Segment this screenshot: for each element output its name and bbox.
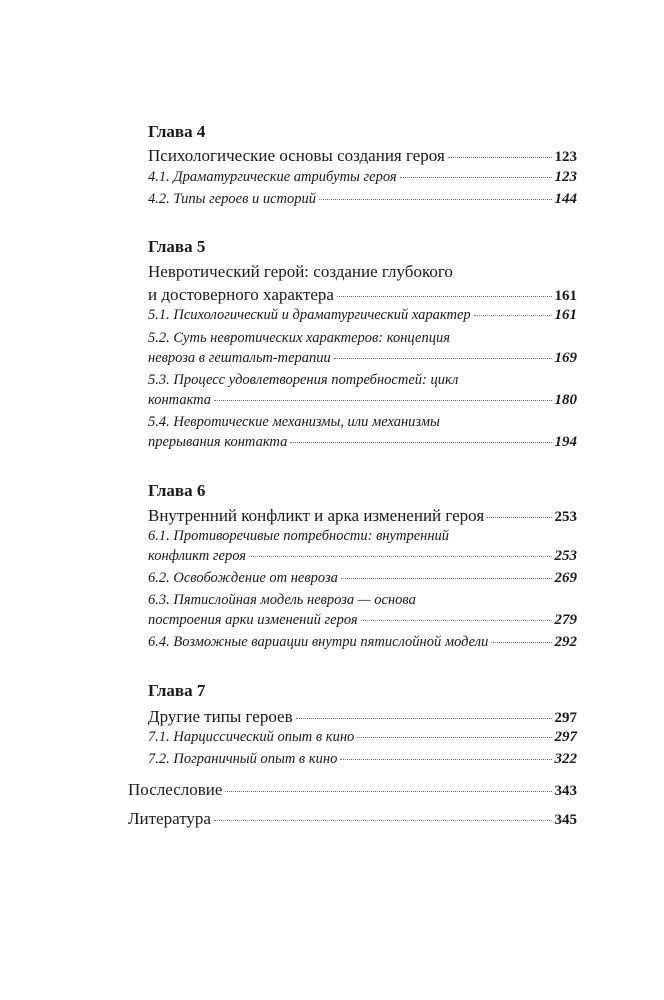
page-number: 343 <box>554 783 577 799</box>
page-number: 269 <box>554 570 577 586</box>
dot-leader <box>319 199 551 200</box>
entry-text: Послесловие <box>128 780 223 799</box>
page-number: 322 <box>554 751 577 767</box>
chapter-title-line <box>148 707 577 727</box>
page-number: 279 <box>554 612 577 628</box>
section-entry-line <box>148 307 577 324</box>
entry-text: конфликт героя <box>148 548 247 564</box>
chapter-title-line <box>148 285 577 305</box>
section-entry-line <box>148 729 577 746</box>
section-entry-line <box>148 191 577 208</box>
dot-leader <box>290 442 551 443</box>
section-entry-line <box>148 751 577 768</box>
dot-leader <box>340 759 551 760</box>
entry-text: 6.4. Возможные вариации внутри пятислойной модели <box>148 634 489 650</box>
dot-leader <box>491 642 551 643</box>
entry-text: 5.2. Суть невротических характеров: концепция <box>148 330 450 346</box>
page-number: 161 <box>554 288 577 304</box>
page-number: 297 <box>554 710 577 726</box>
page-number: 169 <box>554 350 577 366</box>
section-entry-line <box>148 350 577 367</box>
back-matter-entry <box>128 809 577 829</box>
page-number: 123 <box>554 149 577 165</box>
dot-leader <box>361 620 552 621</box>
page-number: 345 <box>554 812 577 828</box>
page-number: 144 <box>554 191 577 207</box>
dot-leader <box>225 791 551 792</box>
entry-text: 6.2. Освобождение от невроза <box>148 570 338 586</box>
page-number: 180 <box>554 392 577 408</box>
page-number: 253 <box>554 548 577 564</box>
section-entry-line <box>148 392 577 409</box>
chapter-heading: Глава 7 <box>148 681 206 700</box>
chapter-title-line <box>148 146 577 166</box>
entry-text: 7.2. Пограничный опыт в кино <box>148 751 338 767</box>
section-entry-line <box>148 330 577 347</box>
dot-leader <box>214 400 551 401</box>
entry-text: Литература <box>128 809 211 828</box>
section-entry-line <box>148 634 577 651</box>
entry-text: 6.3. Пятислойная модель невроза — основа <box>148 592 416 608</box>
section-entry-line <box>148 548 577 565</box>
entry-text: контакта <box>148 392 212 408</box>
dot-leader <box>214 820 552 821</box>
chapter-heading: Глава 5 <box>148 237 206 256</box>
entry-text: 5.1. Психологический и драматургический характер <box>148 307 471 323</box>
dot-leader <box>448 157 552 158</box>
page-number: 253 <box>554 509 577 525</box>
dot-leader <box>487 517 551 518</box>
entry-text: невроза в гештальт-терапии <box>148 350 331 366</box>
entry-text: Внутренний конфликт и арка изменений героя <box>148 506 485 525</box>
page-number: 123 <box>554 169 577 185</box>
entry-text: Психологические основы создания героя <box>148 146 445 165</box>
section-entry-line <box>148 169 577 186</box>
section-entry-line <box>148 434 577 451</box>
page-number: 194 <box>554 434 577 450</box>
chapter-title-line <box>148 262 577 282</box>
entry-text: 4.2. Типы героев и историй <box>148 191 317 207</box>
dot-leader <box>341 578 552 579</box>
entry-text: 6.1. Противоречивые потребности: внутренний <box>148 528 450 544</box>
section-entry-line <box>148 528 577 545</box>
dot-leader <box>474 315 552 316</box>
section-entry-line <box>148 592 577 609</box>
section-entry-line <box>148 570 577 587</box>
page-number: 297 <box>554 729 577 745</box>
dot-leader <box>334 358 552 359</box>
entry-text: и достоверного характера <box>148 285 334 304</box>
page-number: 292 <box>554 634 577 650</box>
page-number: 161 <box>554 307 577 323</box>
chapter-title-line <box>148 506 577 526</box>
back-matter-entry <box>128 780 577 800</box>
entry-text: 5.4. Невротические механизмы, или механизмы <box>148 414 440 430</box>
dot-leader <box>296 718 552 719</box>
chapter-heading: Глава 4 <box>148 122 206 141</box>
entry-text: 7.1. Нарциссический опыт в кино <box>148 729 355 745</box>
section-entry-line <box>148 414 577 431</box>
entry-text: прерывания контакта <box>148 434 288 450</box>
entry-text: Другие типы героев <box>148 707 293 726</box>
chapter-heading: Глава 6 <box>148 481 206 500</box>
entry-text: построения арки изменений героя <box>148 612 358 628</box>
dot-leader <box>249 556 551 557</box>
section-entry-line <box>148 612 577 629</box>
dot-leader <box>357 737 551 738</box>
dot-leader <box>400 177 552 178</box>
entry-text: Невротический герой: создание глубокого <box>148 262 453 281</box>
entry-text: 4.1. Драматургические атрибуты героя <box>148 169 397 185</box>
entry-text: 5.3. Процесс удовлетворения потребностей: цикл <box>148 372 459 388</box>
dot-leader <box>337 296 552 297</box>
section-entry-line <box>148 372 577 389</box>
